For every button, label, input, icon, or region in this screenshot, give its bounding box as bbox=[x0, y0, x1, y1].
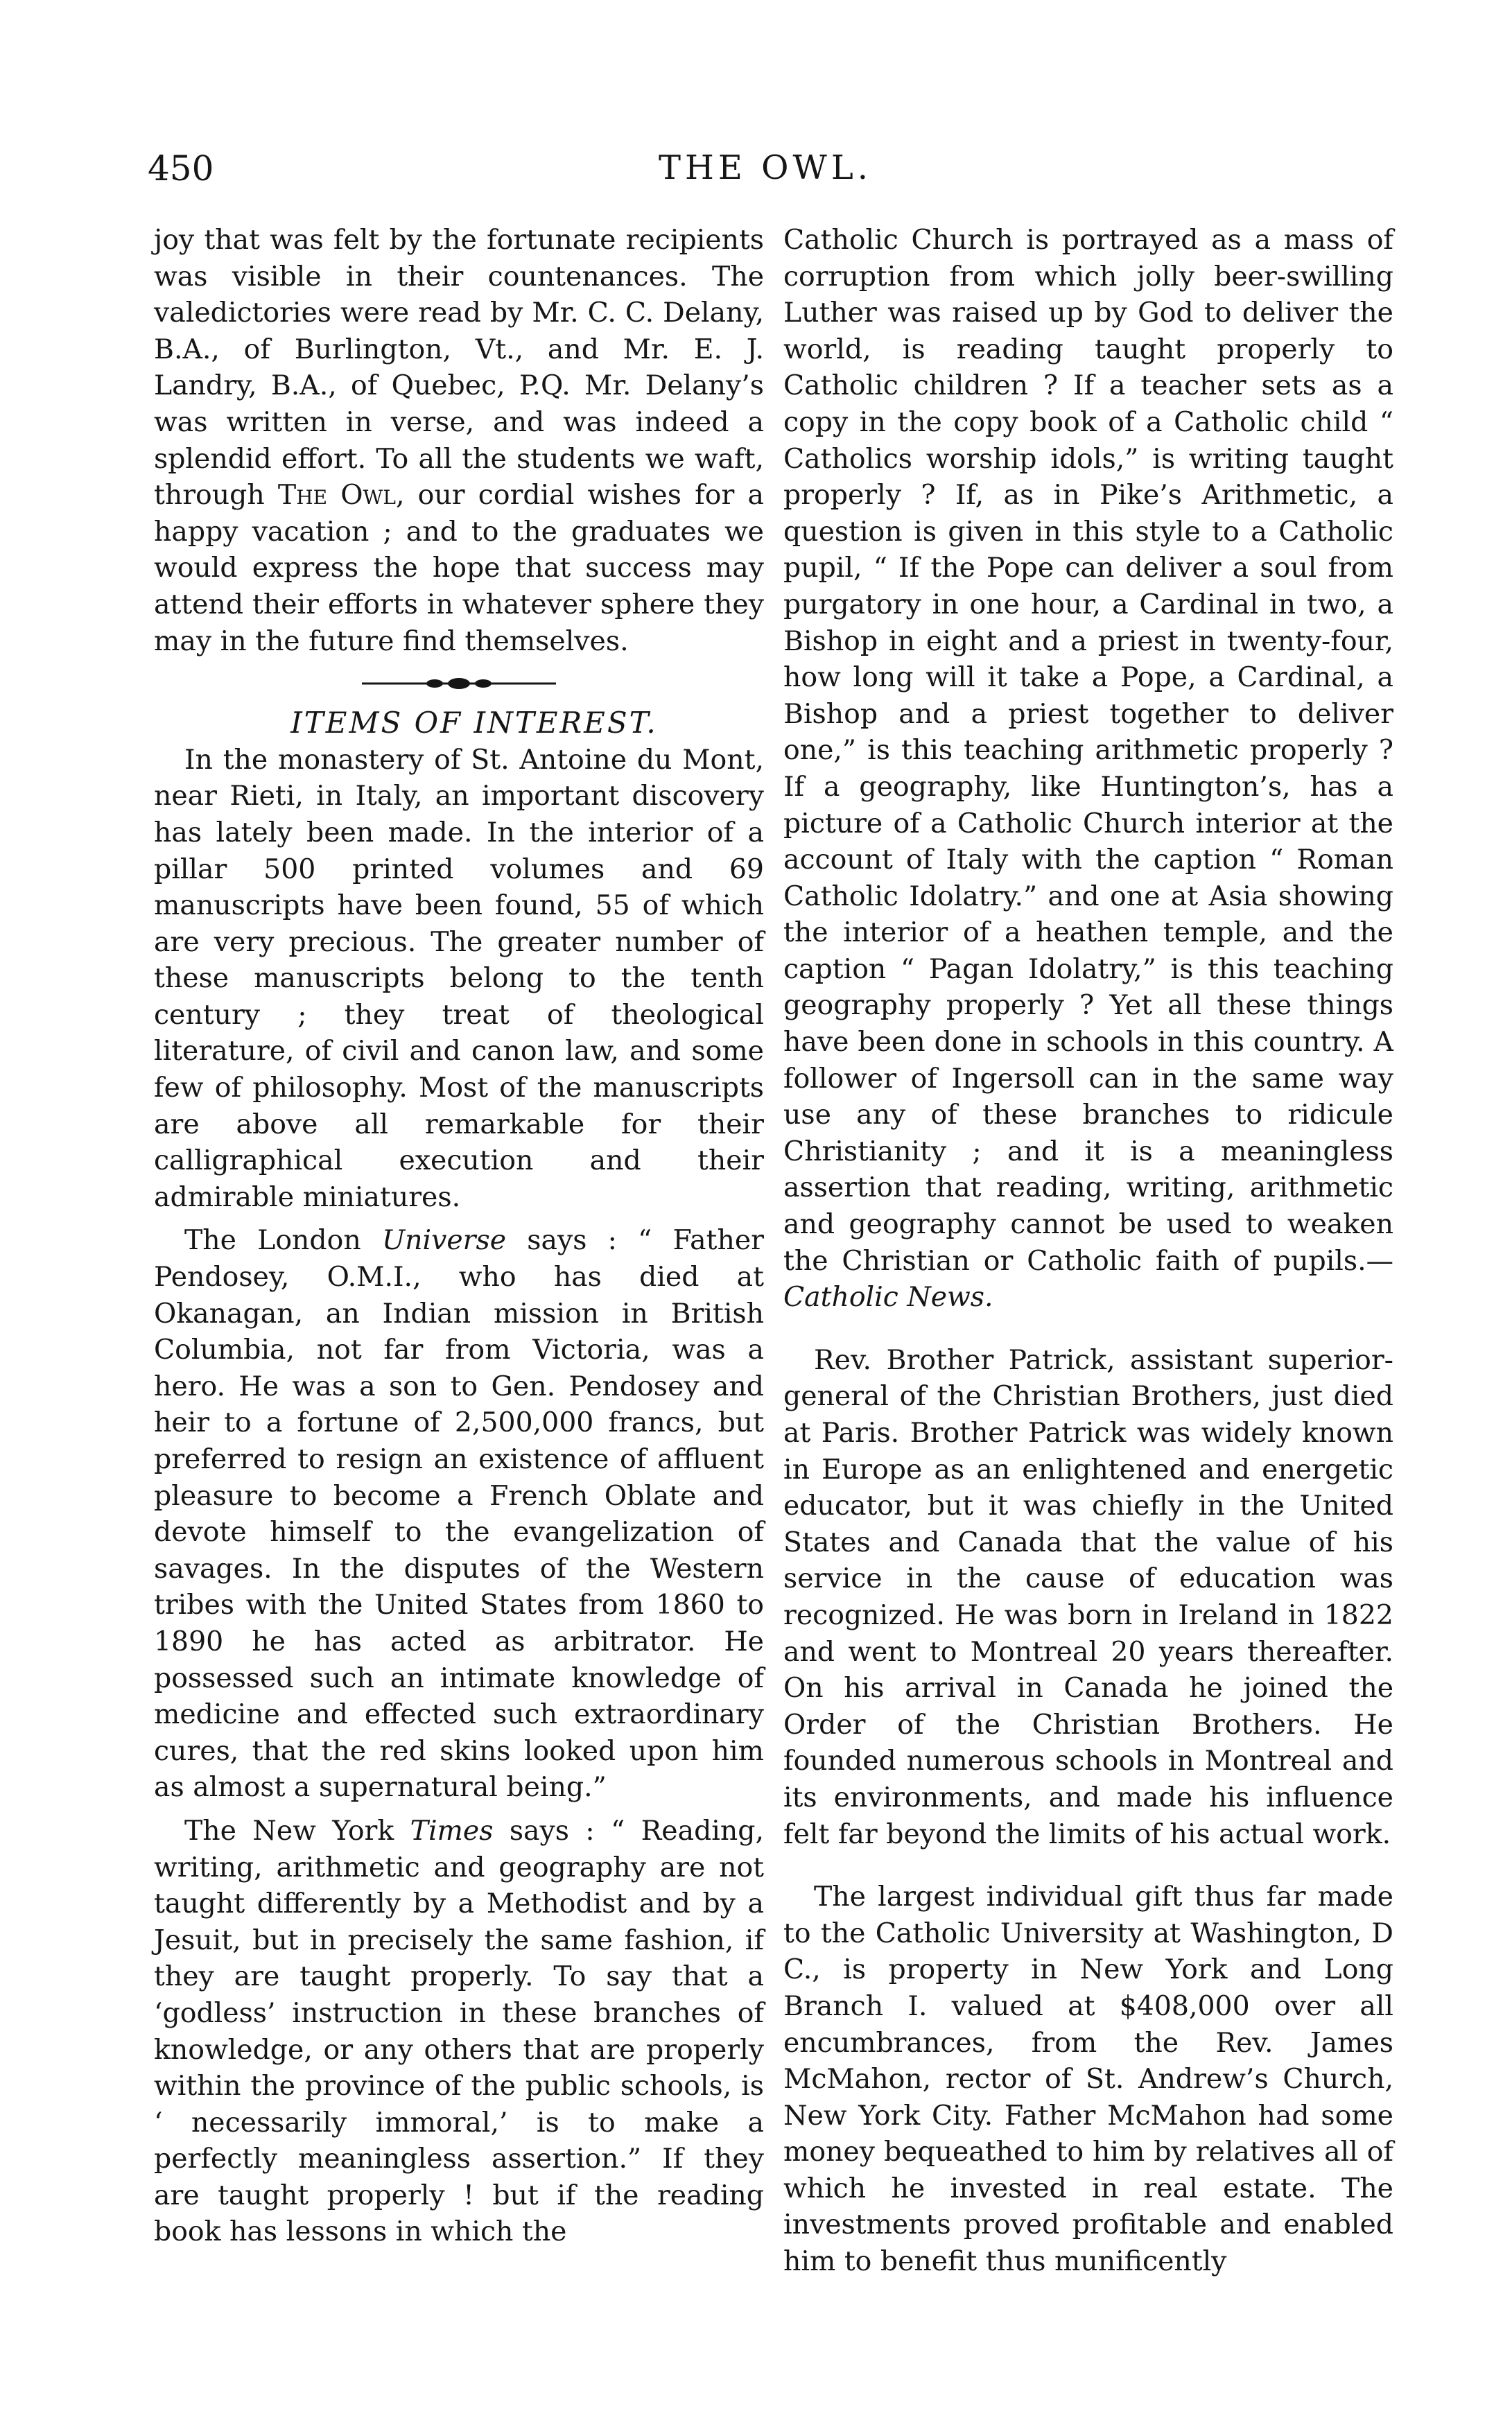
source-title: Times bbox=[410, 1814, 494, 1847]
source-title: Catholic News. bbox=[783, 1281, 993, 1314]
paragraph-text: Catholic Church is portrayed as a mass of corruption from which jolly beer-swilling Luther was raised up by God to deliver the world, is reading taught properly to Catholic children ? If a teacher sets as a copy in the copy book of a Catholic child “ Catholics worship idols,” is writing taught properly ? If, as in Pike’s Arithmetic, a question is given in this style to a Catholic pupil, “ If the Pope can deliver a soul from purgatory in one hour, a Cardinal in two, a Bishop in eight and a priest in twenty-four, how long will it take a Pope, a Cardinal, a Bishop and a priest together to deliver one,” is this teaching arithmetic properly ? If a geography, like Huntington’s, has a picture of a Catholic Church interior at the account of Italy with the caption “ Roman Catholic Idolatry.” and one at Asia showing the interior of a heathen temple, and the caption “ Pagan Idolatry,” is this teaching geography properly ? Yet all these things have been done in schools in this country. A follower of Ingersoll can in the same way use any of these branches to ridicule Christianity ; and it is a meaningless assertion that reading, writing, arithmetic and geography cannot be used to weaken the Christian or Catholic faith of pupils.— bbox=[783, 224, 1393, 1277]
magazine-name: The Owl bbox=[277, 479, 396, 512]
paragraph-text: says : “ Reading, writing, arithmetic and geography are not taught differently by a Methodist and by a Jesuit, but in precisely the same fashion, if they are taught properly. To say that a ‘godless’ instruction in these branches of knowledge, or any others that are properly within the province of the public schools, is ‘ necessarily immoral,’ is to make a perfectly meaningless assertion.” If they are taught properly ! but if the reading book has lessons in which the bbox=[154, 1814, 764, 2248]
paragraph: In the monastery of St. Antoine du Mont, near Rieti, in Italy, an important discovery has lately been made. In the interior of a pillar 500 printed volumes and 69 manuscripts have been found, 55 of which are very precious. The greater number of these manuscripts belong to the tenth century ; they treat of theological literature, of civil and canon law, and some few of philosophy. Most of the manuscripts are above all remarkable for their calligraphical execution and their admirable miniatures. bbox=[154, 743, 764, 1213]
paragraph: Rev. Brother Patrick, assistant superior-general of the Christian Brothers, just died at Paris. Brother Patrick was widely known in Europe as an enlightened and energetic educator, but it was chiefly in the United States and Canada that the value of his service in the cause of education was recognized. He was born in Ireland in 1822 and went to Montreal 20 years thereafter. On his arrival in Canada he joined the Order of the Christian Brothers. He founded numerous schools in Montreal and its environments, and made his influence felt far beyond the limits of his actual work. bbox=[783, 1343, 1393, 1850]
paragraph: The largest individual gift thus far made to the Catholic University at Washington, D C., is property in New York and Long Branch I. valued at $408,000 over all encumbrances, from the Rev. James McMahon, rector of St. Andrew’s Church, New York City. Father McMahon had some money bequeathed to him by relatives all of which he invested in real estate. The investments proved profitable and enabled him to benefit thus munificently bbox=[783, 1881, 1393, 2278]
source-title: Universe bbox=[381, 1224, 507, 1257]
paragraph-text: joy that was felt by the fortunate recipients was visible in their countenances. The valedictories were read by Mr. C. C. Delany, B.A., of Burlington, Vt., and Mr. E. J. Landry, B.A., of Quebec, P.Q. Mr. Delany’s was written in verse, and was indeed a splendid effort. To all the students we waft, through bbox=[154, 224, 764, 512]
paragraph-text: The New York bbox=[184, 1814, 394, 1847]
paragraph-text: , our cordial wishes for a happy vacation ; and to the graduates we would express the hope that success may attend their efforts in whatever sphere they may in the future find themselves. bbox=[154, 479, 764, 657]
paragraph-text: The London bbox=[184, 1224, 361, 1257]
right-column bbox=[783, 222, 1393, 2280]
paragraph-text: says : “ Father Pendosey, O.M.I., who has died at Okanagan, an Indian mission in British Columbia, not far from Victoria, was a hero. He was a son to Gen. Pendosey and heir to a fortune of 2,500,000 francs, but preferred to resign an existence of affluent pleasure to become a French Oblate and devote himself to the evangelization of savages. In the disputes of the Western tribes with the United States from 1860 to 1890 he has acted as arbitrator. He possessed such an intimate knowledge of medicine and effected such extraordinary cures, that the red skins looked upon him as almost a supernatural being.” bbox=[154, 1224, 764, 1804]
paragraph bbox=[154, 1813, 764, 2250]
paragraph bbox=[154, 1222, 764, 1806]
section-ornament bbox=[362, 674, 556, 693]
section-heading: ITEMS OF INTEREST. bbox=[290, 706, 658, 740]
paragraph-continued bbox=[783, 222, 1393, 1316]
paragraph-continued bbox=[154, 222, 764, 659]
page-number: 450 bbox=[148, 148, 214, 189]
running-title: THE OWL. bbox=[659, 148, 872, 187]
left-column bbox=[154, 222, 764, 2250]
